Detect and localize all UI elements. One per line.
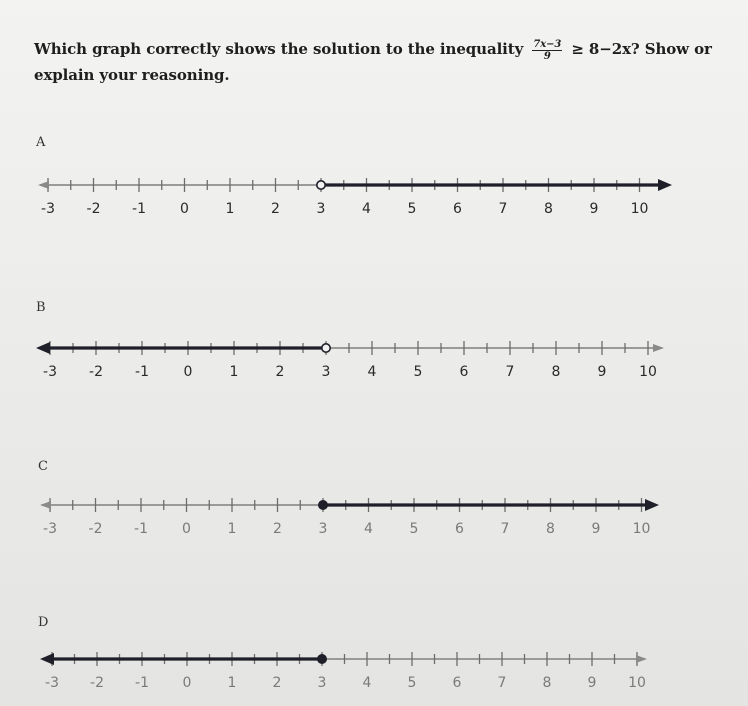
question-intro: Which graph correctly shows the solution to the inequality <box>34 40 524 58</box>
tick-label: 0 <box>180 201 189 217</box>
tick-label: -1 <box>135 364 149 380</box>
tick-label: 6 <box>453 201 462 217</box>
tick-label: 1 <box>225 201 235 217</box>
tick-label: -2 <box>89 364 103 380</box>
tick-label: 5 <box>407 201 417 217</box>
tick-label: 6 <box>459 364 469 380</box>
tick-label: 7 <box>505 364 515 380</box>
tick-label: -1 <box>134 521 148 537</box>
tick-label: 10 <box>630 201 649 217</box>
tick-label: 8 <box>551 364 561 380</box>
tick-label: 2 <box>273 521 282 537</box>
inequality-rhs: ≥ 8−2x <box>571 40 631 58</box>
tick-label: -3 <box>41 201 55 217</box>
tick-label: 0 <box>182 521 191 537</box>
tick-label: -3 <box>45 675 59 691</box>
tick-label: -1 <box>132 201 146 217</box>
tick-label: 2 <box>272 675 282 691</box>
tick-label: 10 <box>628 675 646 691</box>
option-label-b: B <box>36 300 46 315</box>
tick-label: 4 <box>362 201 371 217</box>
tick-label: 1 <box>227 521 237 537</box>
fraction-numerator: 7x−3 <box>533 38 562 50</box>
tick-label: 7 <box>497 675 507 691</box>
tick-label: 1 <box>227 675 237 691</box>
tick-label: 5 <box>409 521 419 537</box>
tick-label: 5 <box>407 675 417 691</box>
tick-label: 7 <box>498 201 508 217</box>
arrow-left-icon <box>40 653 54 665</box>
tick-label: 8 <box>546 521 555 537</box>
tick-label: 9 <box>591 521 601 537</box>
option-label-a: A <box>36 135 46 150</box>
tick-label: 4 <box>367 364 377 380</box>
tick-label: 3 <box>321 364 331 380</box>
tick-label: 0 <box>182 675 192 691</box>
question-rest: ? Show or explain your reasoning. <box>34 40 712 84</box>
arrow-right-icon <box>636 655 647 663</box>
option-label-d: D <box>38 615 49 630</box>
tick-label: 3 <box>318 521 328 537</box>
tick-label: 7 <box>500 521 510 537</box>
tick-label: 3 <box>316 201 326 217</box>
tick-label: 6 <box>455 521 464 537</box>
tick-label: 10 <box>639 364 657 380</box>
tick-label: 5 <box>413 364 423 380</box>
tick-label: 10 <box>632 521 651 537</box>
tick-label: 4 <box>364 521 373 537</box>
tick-label: -2 <box>86 201 101 217</box>
tick-label: 8 <box>542 675 552 691</box>
tick-label: -2 <box>90 675 104 691</box>
tick-label: 4 <box>362 675 372 691</box>
option-label-c: C <box>38 459 48 474</box>
tick-label: 1 <box>229 364 239 380</box>
tick-label: 0 <box>183 364 193 380</box>
tick-label: -1 <box>135 675 149 691</box>
tick-label: -3 <box>43 521 57 537</box>
tick-label: 6 <box>452 675 462 691</box>
tick-label: 2 <box>275 364 285 380</box>
tick-label: 9 <box>587 675 597 691</box>
tick-label: 9 <box>589 201 599 217</box>
tick-label: 2 <box>271 201 280 217</box>
tick-label: -2 <box>88 521 103 537</box>
closed-circle-endpoint <box>318 655 326 663</box>
tick-label: 3 <box>317 675 327 691</box>
fraction-denominator: 9 <box>543 50 551 62</box>
tick-label: 8 <box>544 201 553 217</box>
tick-label: -3 <box>43 364 57 380</box>
tick-label: 9 <box>597 364 607 380</box>
